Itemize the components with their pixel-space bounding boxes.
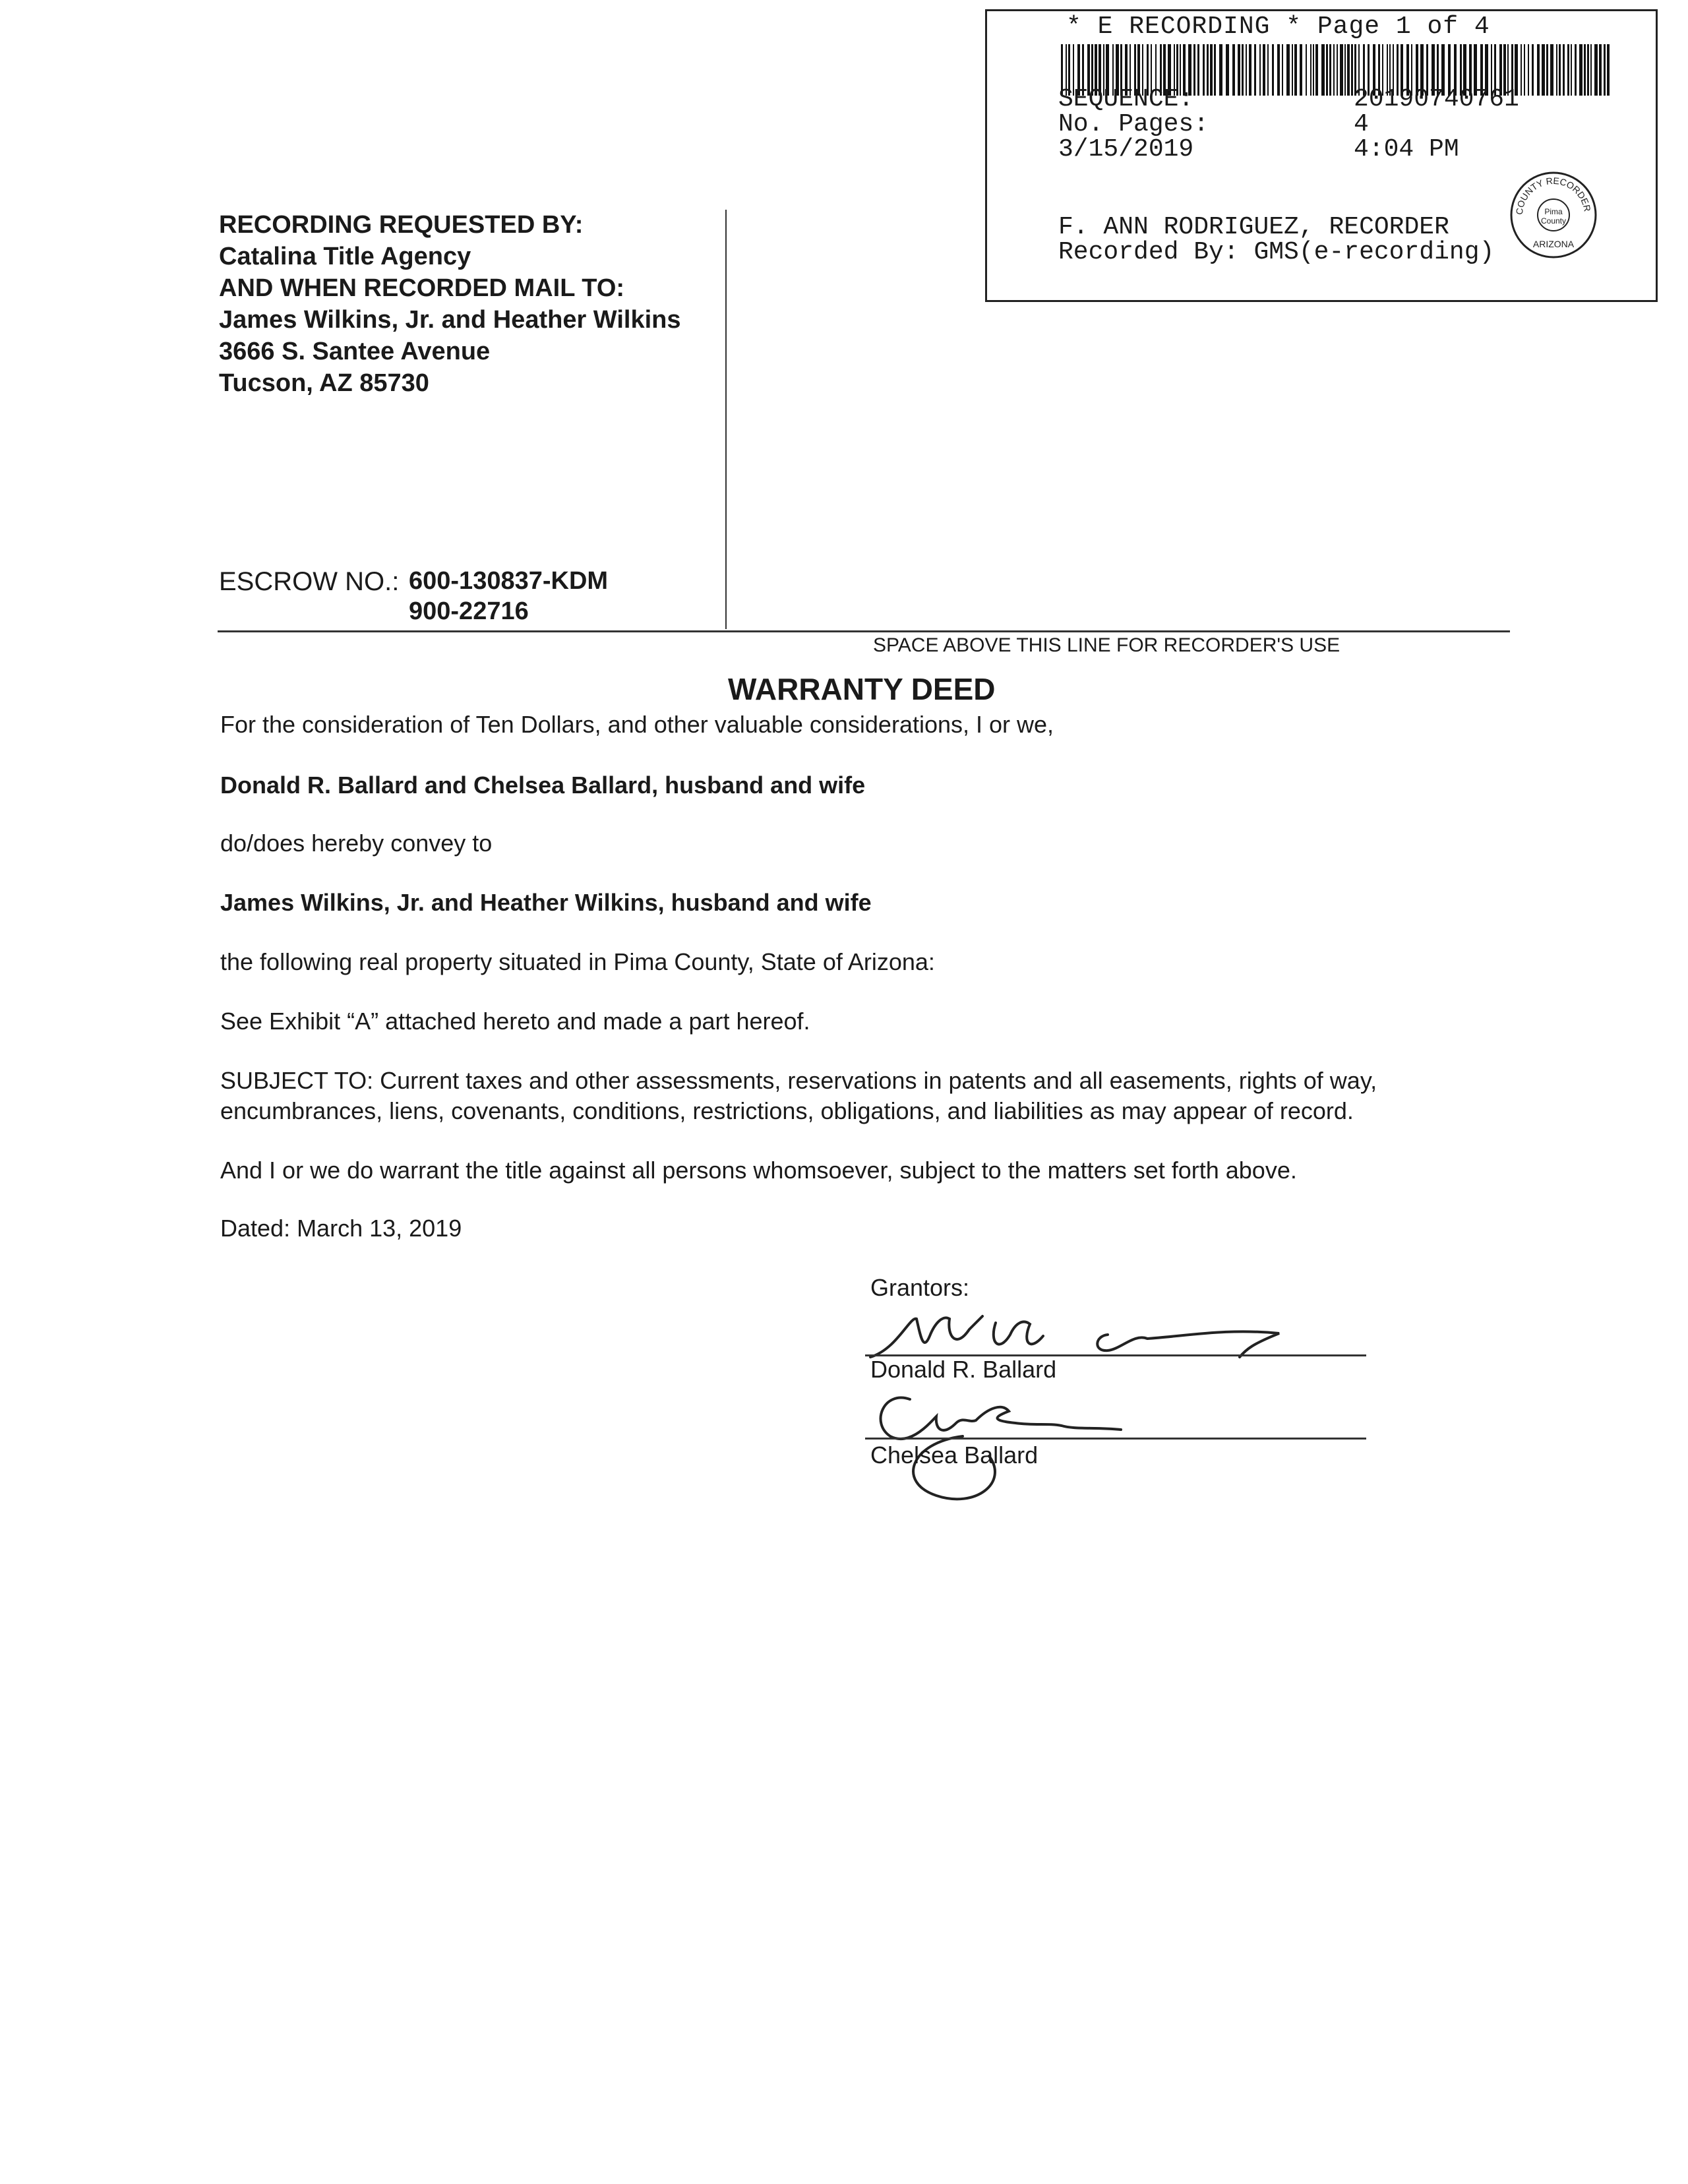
warrant-text: And I or we do warrant the title against all persons whomsoever, subject to the matters set forth above. <box>220 1157 1297 1184</box>
barcode-bar <box>1521 44 1522 96</box>
barcode-bar <box>1214 44 1216 96</box>
barcode-bar <box>1579 44 1582 96</box>
barcode-bar <box>1277 44 1280 96</box>
barcode-bar <box>1286 44 1290 96</box>
barcode-bar <box>1567 44 1569 96</box>
record-time: 4:04 PM <box>1354 135 1459 164</box>
requested-by: Catalina Title Agency <box>219 243 471 270</box>
mail-to-city: Tucson, AZ 85730 <box>219 369 429 397</box>
barcode-bar <box>1259 44 1261 96</box>
barcode-bar <box>1344 44 1346 96</box>
barcode-bar <box>1210 44 1213 96</box>
barcode-bar <box>1532 44 1534 96</box>
barcode-bar <box>1347 44 1350 96</box>
barcode-bar <box>1590 44 1592 96</box>
grantees-text: James Wilkins, Jr. and Heather Wilkins, husband and wife <box>220 889 872 916</box>
record-date: 3/15/2019 <box>1058 135 1194 164</box>
county-seal-icon <box>1508 169 1599 260</box>
barcode-bar <box>1207 44 1209 96</box>
mail-to-street: 3666 S. Santee Avenue <box>219 338 491 365</box>
dated-text: Dated: March 13, 2019 <box>220 1215 462 1242</box>
barcode-bar <box>1242 44 1244 96</box>
barcode-bar <box>1351 44 1353 96</box>
barcode-bar <box>1604 44 1606 96</box>
property-text: the following real property situated in Pima County, State of Arizona: <box>220 948 935 975</box>
barcode-bar <box>1594 44 1598 96</box>
barcode-bar <box>1559 44 1561 96</box>
recording-requested-label: RECORDING REQUESTED BY: <box>219 211 584 239</box>
barcode-bar <box>1232 44 1235 96</box>
escrow-label: ESCROW NO.: <box>219 567 400 596</box>
barcode-bar <box>1546 44 1548 96</box>
mail-to-label: AND WHEN RECORDED MAIL TO: <box>219 274 625 302</box>
barcode-bar <box>1197 44 1199 96</box>
barcode-bar <box>1587 44 1589 96</box>
svg-text:ARIZONA: ARIZONA <box>1532 239 1575 249</box>
barcode-bar <box>1249 44 1251 96</box>
barcode-bar <box>1203 44 1205 96</box>
barcode-bar <box>1300 44 1302 96</box>
barcode-bar <box>1267 44 1269 96</box>
mail-to-name: James Wilkins, Jr. and Heather Wilkins <box>219 306 681 334</box>
svg-text:COUNTY RECORDER: COUNTY RECORDER <box>1513 175 1593 216</box>
barcode-bar <box>1313 44 1314 96</box>
escrow-number-2: 900-22716 <box>409 597 529 625</box>
barcode-bar <box>1246 44 1247 96</box>
subject-to-line-2: encumbrances, liens, covenants, conditions, restrictions, obligations, and liabilities as may appear of record. <box>220 1097 1354 1124</box>
recorder-stamp <box>985 9 1658 302</box>
sequence-label: SEQUENCE: <box>1058 85 1194 113</box>
signer-1-name: Donald R. Ballard <box>870 1356 1057 1383</box>
barcode-bar <box>1337 44 1338 96</box>
barcode-bar <box>1306 44 1307 96</box>
grantors-text: Donald R. Ballard and Chelsea Ballard, husband and wife <box>220 772 866 799</box>
grantors-label: Grantors: <box>870 1274 970 1301</box>
sequence-value: 20190740761 <box>1354 85 1519 113</box>
barcode-bar <box>1193 44 1195 96</box>
recorder-name: F. ANN RODRIGUEZ, RECORDER <box>1058 213 1449 241</box>
header-divider <box>725 210 727 629</box>
exhibit-text: See Exhibit “A” attached hereto and made a part hereof. <box>220 1008 810 1035</box>
deed-title: WARRANTY DEED <box>728 672 996 706</box>
signature-line-2 <box>865 1438 1366 1440</box>
barcode-bar <box>1254 44 1256 96</box>
barcode-bar <box>1333 44 1335 96</box>
barcode-bar <box>1272 44 1274 96</box>
barcode-bar <box>1326 44 1328 96</box>
recorder-space-line <box>218 630 1510 632</box>
subject-to-line-1: SUBJECT TO: Current taxes and other assessments, reservations in patents and all easements, rights of way, <box>220 1067 1377 1094</box>
barcode-bar <box>1571 44 1572 96</box>
barcode-bar <box>1329 44 1331 96</box>
barcode-bar <box>1537 44 1540 96</box>
recorded-by: Recorded By: GMS(e-recording) <box>1058 238 1495 266</box>
barcode-bar <box>1556 44 1557 96</box>
pages-value: 4 <box>1354 110 1369 138</box>
barcode-bar <box>1294 44 1297 96</box>
barcode-bar <box>1542 44 1545 96</box>
barcode-bar <box>1263 44 1265 96</box>
barcode-bar <box>1607 44 1610 96</box>
pages-label: No. Pages: <box>1058 110 1209 138</box>
barcode-bar <box>1584 44 1586 96</box>
barcode-bar <box>1219 44 1222 96</box>
barcode-bar <box>1550 44 1553 96</box>
stamp-header: * E RECORDING * Page 1 of 4 <box>1066 13 1490 41</box>
recorder-space-note: SPACE ABOVE THIS LINE FOR RECORDER'S USE <box>873 634 1341 656</box>
barcode-bar <box>1310 44 1311 96</box>
barcode-bar <box>1292 44 1293 96</box>
barcode-bar <box>1563 44 1565 96</box>
barcode-bar <box>1238 44 1240 96</box>
svg-text:Pima: Pima <box>1544 207 1563 216</box>
signer-2-name: Chelsea Ballard <box>870 1441 1039 1469</box>
svg-text:County: County <box>1540 216 1567 226</box>
barcode-bar <box>1528 44 1529 96</box>
barcode-bar <box>1226 44 1229 96</box>
barcode-bar <box>1524 44 1525 96</box>
escrow-number-1: 600-130837-KDM <box>409 567 609 595</box>
barcode-bar <box>1315 44 1318 96</box>
barcode-bar <box>1321 44 1325 96</box>
barcode-bar <box>1575 44 1577 96</box>
convey-text: do/does hereby convey to <box>220 830 493 857</box>
consideration-text: For the consideration of Ten Dollars, and other valuable considerations, I or we, <box>220 711 1054 738</box>
barcode-bar <box>1340 44 1343 96</box>
barcode-bar <box>1599 44 1602 96</box>
barcode-bar <box>1282 44 1283 96</box>
